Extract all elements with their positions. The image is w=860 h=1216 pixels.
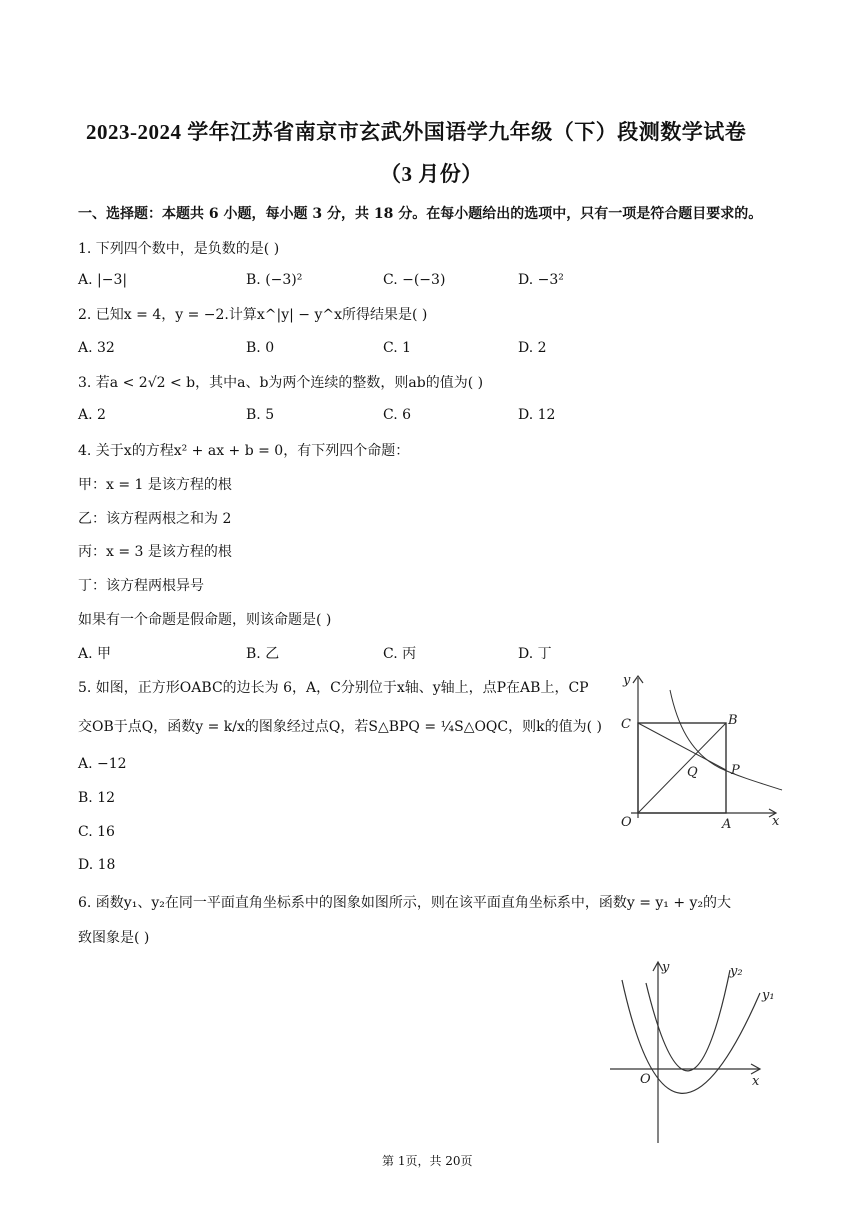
q4-proposition-4: 丁：该方程两根异号: [78, 578, 204, 594]
q5-option-c: C. 16: [78, 824, 115, 840]
parabolas-figure: [600, 955, 790, 1145]
question-6-stem-line1: 6. 函数y₁、y₂在同一平面直角坐标系中的图象如图所示，则在该平面直角坐标系中，函数y = y₁ + y₂的大: [78, 895, 732, 911]
q4-proposition-2: 乙：该方程两根之和为 2: [78, 511, 232, 527]
question-5-stem-line2: 交OB于点Q，函数y = k/x的图象经过点Q，若S△BPQ = ¼S△OQC，则k的值为( ): [78, 719, 602, 735]
q4-proposition-1: 甲：x = 1 是该方程的根: [78, 477, 232, 493]
label-p: P: [731, 763, 740, 778]
q2-option-a: A. 32: [78, 340, 115, 356]
question-6-stem-line2: 致图象是( ): [78, 930, 150, 946]
label-a: A: [722, 817, 732, 832]
q3-option-c: C. 6: [383, 407, 412, 423]
label-o: O: [640, 1072, 651, 1087]
question-3-stem: 3. 若a < 2√2 < b，其中a、b为两个连续的整数，则ab的值为( ): [78, 375, 484, 391]
q1-option-c: C. −(−3): [383, 272, 446, 288]
label-y: y: [623, 673, 631, 688]
q2-option-d: D. 2: [518, 340, 547, 356]
q5-option-d: D. 18: [78, 857, 116, 873]
q4-option-d: D. 丁: [518, 646, 552, 662]
q2-option-c: C. 1: [383, 340, 412, 356]
label-o: O: [621, 815, 632, 830]
q4-proposition-3: 丙：x = 3 是该方程的根: [78, 544, 232, 560]
q3-option-d: D. 12: [518, 407, 556, 423]
label-q: Q: [687, 765, 698, 780]
label-b: B: [728, 713, 738, 728]
page-footer: 第 1页，共 20页: [382, 1154, 473, 1168]
q4-option-c: C. 丙: [383, 646, 417, 662]
q1-option-b: B. (−3)²: [246, 272, 303, 288]
q5-option-b: B. 12: [78, 790, 116, 806]
label-y1: y₁: [762, 988, 775, 1003]
q4-option-b: B. 乙: [246, 646, 280, 662]
q1-option-d: D. −3²: [518, 272, 564, 288]
question-4-stem: 4. 关于x的方程x² + ax + b = 0，有下列四个命题：: [78, 443, 410, 459]
page-subtitle: （3 月份）: [380, 162, 483, 186]
label-y: y: [662, 960, 670, 975]
label-c: C: [621, 717, 631, 732]
segment-cp: [638, 723, 726, 770]
q5-option-a: A. −12: [78, 756, 127, 772]
question-2-stem: 2. 已知x = 4，y = −2.计算x^|y| − y^x所得结果是( ): [78, 307, 428, 323]
page-title: 2023-2024 学年江苏省南京市玄武外国语学九年级（下）段测数学试卷: [86, 120, 747, 144]
q1-option-a: A. |−3|: [78, 272, 128, 288]
q4-option-a: A. 甲: [78, 646, 112, 662]
diagonal-ob: [638, 723, 726, 813]
label-x: x: [752, 1074, 760, 1089]
section-header: 一、选择题：本题共 6 小题，每小题 3 分，共 18 分。在每小题给出的选项中，只有一项是符合题目要求的。: [78, 206, 763, 222]
q2-option-b: B. 0: [246, 340, 275, 356]
q3-option-a: A. 2: [78, 407, 106, 423]
square-hyperbola-figure: [615, 668, 785, 838]
label-y2: y₂: [730, 964, 743, 979]
question-1-stem: 1. 下列四个数中，是负数的是( ): [78, 241, 280, 257]
question-5-stem-line1: 5. 如图，正方形OABC的边长为 6，A，C分别位于x轴、y轴上，点P在AB上，CP: [78, 680, 589, 696]
q4-ask: 如果有一个命题是假命题，则该命题是( ): [78, 612, 332, 628]
q3-option-b: B. 5: [246, 407, 275, 423]
label-x: x: [772, 814, 780, 829]
